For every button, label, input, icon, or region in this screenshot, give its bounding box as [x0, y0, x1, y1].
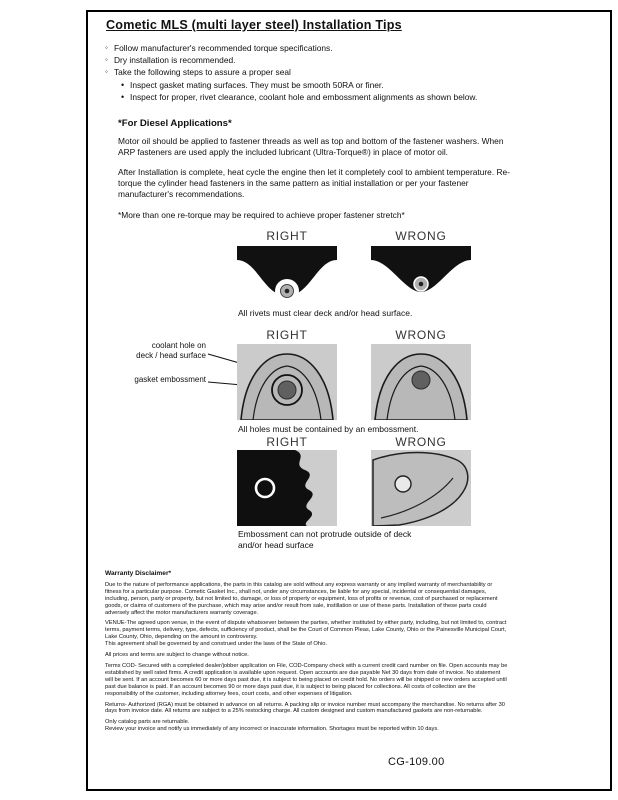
list-item: [104, 54, 516, 66]
wrong-header: WRONG: [395, 435, 447, 449]
gasket-embossment-callout: [112, 375, 206, 385]
tips-list: [104, 42, 516, 79]
warranty-paragraph: Review your invoice and notify us immediately of any incorrect or inaccurate information. Shortages must be reported within 10 days.: [105, 726, 439, 733]
callout-text: gasket embossment: [134, 375, 206, 384]
wrong-header: WRONG: [395, 229, 447, 243]
caption-line: Embossment can not protrude outside of deck: [238, 529, 412, 539]
right-header: RIGHT: [266, 229, 308, 243]
embossment-caption: All holes must be contained by an embossment.: [238, 424, 419, 434]
bullet-marker: ◦: [105, 43, 108, 52]
tip-text: Inspect for proper, rivet clearance, coolant hole and embossment alignments as shown below.: [130, 91, 478, 102]
coolant-hole-callout: [112, 341, 206, 361]
rivet-clearance-right-illustration: [237, 246, 337, 303]
callout-text: coolant hole on: [151, 341, 206, 350]
diesel-paragraph: After Installation is complete, heat cycle the engine then let it completely cool to ambient temperature. Re-torque the cylinder head fasteners in the same pattern as initial installation or per your fastener manufacturer's recommendations.: [118, 167, 510, 199]
tip-text: Follow manufacturer's recommended torque specifications.: [114, 43, 333, 53]
warranty-paragraph: Terms COD- Secured with a completed dealer/jobber application on File, COD-Company check with a current credit card number on file. Open accounts may be established by well rated firms. A credit application is available upon request. Open accounts are due payable Net 30 days from date of invoice. No statement will be sent. If an account becomes 60 or more days past due, it is subject to being placed on credit hold. No orders will be shipped or new orders accepted until past due balance is paid. If an account becomes 90 or more days past due, it is subject to being placed for collections. All costs of collection are the responsibility of the customer, including attorney fees, court costs, and other expenses of litigation.: [105, 662, 508, 697]
page-title: Cometic MLS (multi layer steel) Installation Tips: [106, 18, 402, 32]
list-item: [104, 66, 516, 78]
bullet-marker: ◦: [105, 67, 108, 77]
embossment-right-illustration: [237, 344, 337, 420]
list-item: [120, 79, 516, 91]
warranty-paragraph: This agreement shall be governed by and construed under the laws of the State of Ohio.: [105, 641, 327, 648]
protrusion-caption: [238, 529, 411, 550]
warranty-paragraph: Only catalog parts are returnable.: [105, 719, 190, 726]
protrusion-right-illustration: [237, 450, 337, 526]
installation-tips-section: [104, 18, 516, 220]
right-header: RIGHT: [266, 435, 308, 449]
warranty-heading: Warranty Disclaimer*: [105, 570, 172, 577]
bullet-marker: •: [121, 91, 125, 102]
bullet-marker: •: [121, 79, 125, 90]
callout-text: deck / head surface: [136, 351, 206, 360]
catalog-page-code: CG-109.00: [388, 756, 445, 768]
list-item: [120, 91, 516, 103]
tip-text: Inspect gasket mating surfaces. They must be smooth 50RA or finer.: [130, 79, 384, 90]
right-header: RIGHT: [266, 328, 308, 342]
warranty-paragraph: Returns- Authorized (RGA) must be obtained in advance on all returns. A packing slip or invoice number must accompany the merchandise. No returns after 30 days from invoice date. All returns are subject to a 25% restocking charge. All custom designed and custom manufactured gaskets are non-returnable.: [105, 701, 505, 715]
warranty-paragraph: VENUE-The agreed upon venue, in the event of dispute whatsoever between the parties, whether instituted by either party, including, but not limited to, contract terms, payment terms, delivery, type, defects, sufficiency of product, shall be the Court of Common Pleas, Lake County, Ohio or the Painesville Municipal Court, Lake County, Ohio, depending on the amount in controversy.: [105, 620, 507, 641]
warranty-paragraph: All prices and terms are subject to change without notice.: [105, 652, 249, 659]
warranty-paragraph: Due to the nature of performance applications, the parts in this catalog are sold without any express warranty or any implied warranty of merchantability or fitness for a particular purpose. Cometic Gasket Inc., shall not, under any circumstances, be liable for any special, incidental or consequential damages, including, person, party or property, but not limited to, damage, or loss of property or equipment, loss of profits or revenue, cost of purchased or replacement goods, or claims of customers of the purchase, which may arise and/or result from sale, instillation or use of these parts. Installation of these parts could adversely affect the motor manufacturers warranty coverage.: [105, 581, 498, 616]
diesel-heading: *For Diesel Applications*: [118, 118, 232, 130]
diesel-paragraph: Motor oil should be applied to fastener threads as well as top and bottom of the fastener washers. When ARP fasteners are used apply the included lubricant (Ultra-Torque®) in place of motor oil.: [118, 136, 504, 157]
bullet-marker: ◦: [105, 55, 108, 65]
tip-text: Dry installation is recommended.: [114, 55, 236, 66]
wrong-header: WRONG: [395, 328, 447, 342]
tip-text: Take the following steps to assure a proper seal: [114, 67, 291, 78]
warranty-disclaimer-section: [105, 571, 509, 737]
diesel-applications-section: [118, 118, 512, 220]
embossment-wrong-illustration: [371, 344, 471, 420]
rivet-caption: All rivets must clear deck and/or head surface.: [238, 308, 413, 318]
protrusion-wrong-illustration: [371, 450, 471, 526]
tips-sublist: [120, 79, 516, 103]
list-item: [104, 42, 516, 54]
rivet-clearance-wrong-illustration: [371, 246, 471, 303]
caption-line: and/or head surface: [238, 539, 314, 550]
retorque-note: *More than one re-torque may be required to achieve proper fastener stretch*: [118, 209, 405, 220]
